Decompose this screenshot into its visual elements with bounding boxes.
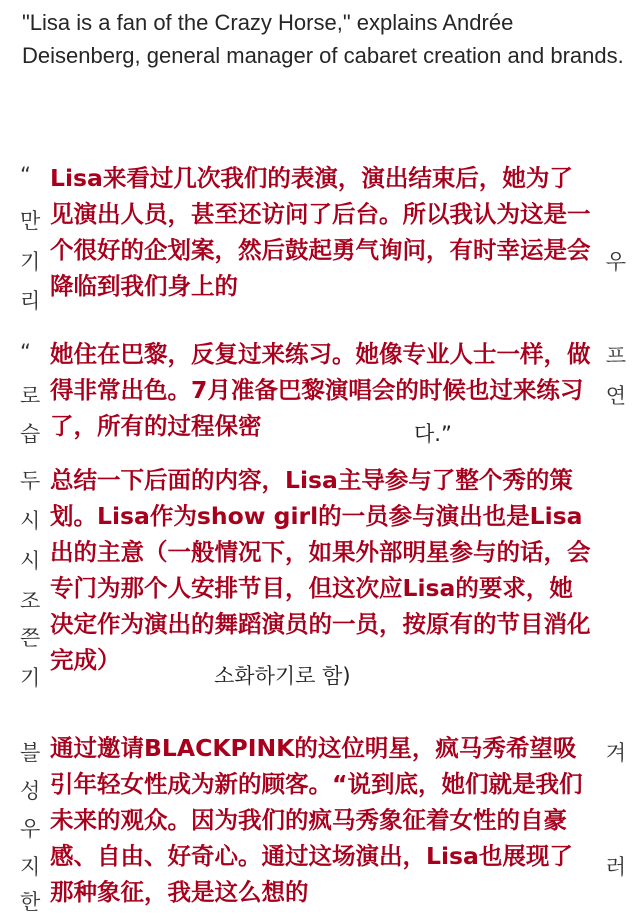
underlay-char: 블 [20,741,41,765]
underlay-char: 쯘 [20,626,41,650]
underlay-char: 기 [20,250,41,274]
underlay-char: 프 [605,344,626,368]
underlay-char: 조 [20,589,41,613]
korean-tail-text: 소화하기로 함) [214,660,351,690]
chinese-overlay-text: 她住在巴黎，反复过来练习。她像专业人士一样，做得非常出色。7月准备巴黎演唱会的时候也过来练习了，所有的过程保密 [44,334,600,446]
chinese-overlay-text: 通过邀请BLACKPINK的这位明星，疯马秀希望吸引年轻女性成为新的顾客。“说到底，她们就是我们未来的观众。因为我们的疯马秀象征着女性的自豪感、自由、好奇心。通过这场演出，Lisa也展现了那种象征，我是这么想的 [44,728,600,912]
underlay-char: 한 [20,890,41,914]
underlay-char: 로 [20,384,41,408]
underlay-char: “ [20,163,31,187]
underlay-char: 연 [605,384,626,408]
underlay-char: 두 [20,469,41,493]
chinese-overlay-text: 总结一下后面的内容，Lisa主导参与了整个秀的策划。Lisa作为show girl的一员参与演出也是Lisa出的主意（一般情况下，如果外部明星参与的话，会专门为那个人安排节目，但这次应Lisa的要求，她决定作为演出的舞蹈演员的一员，按原有的节目消化完成） [44,460,600,680]
korean-tail-text: 다.” [414,418,452,448]
underlay-char: “ [20,340,31,364]
underlay-char: 시 [20,509,41,533]
underlay-char: 기 [20,666,41,690]
underlay-char: 성 [20,779,41,803]
underlay-char: 겨 [605,741,626,765]
underlay-char: 우 [605,250,626,274]
underlay-char: 만 [20,209,41,233]
underlay-char: 러 [605,855,626,879]
underlay-char: 습 [20,422,41,446]
underlay-char: 우 [20,817,41,841]
underlay-char: 리 [20,289,41,313]
english-paragraph: "Lisa is a fan of the Crazy Horse," explains Andrée Deisenberg, general manager of cabaret creation and brands. [22,10,624,68]
underlay-char: 지 [20,855,41,879]
chinese-overlay-text: Lisa来看过几次我们的表演，演出结束后，她为了见演出人员，甚至还访问了后台。所以我认为这是一个很好的企划案，然后鼓起勇气询问，有时幸运是会降临到我们身上的 [44,158,600,306]
underlay-char: 시 [20,549,41,573]
